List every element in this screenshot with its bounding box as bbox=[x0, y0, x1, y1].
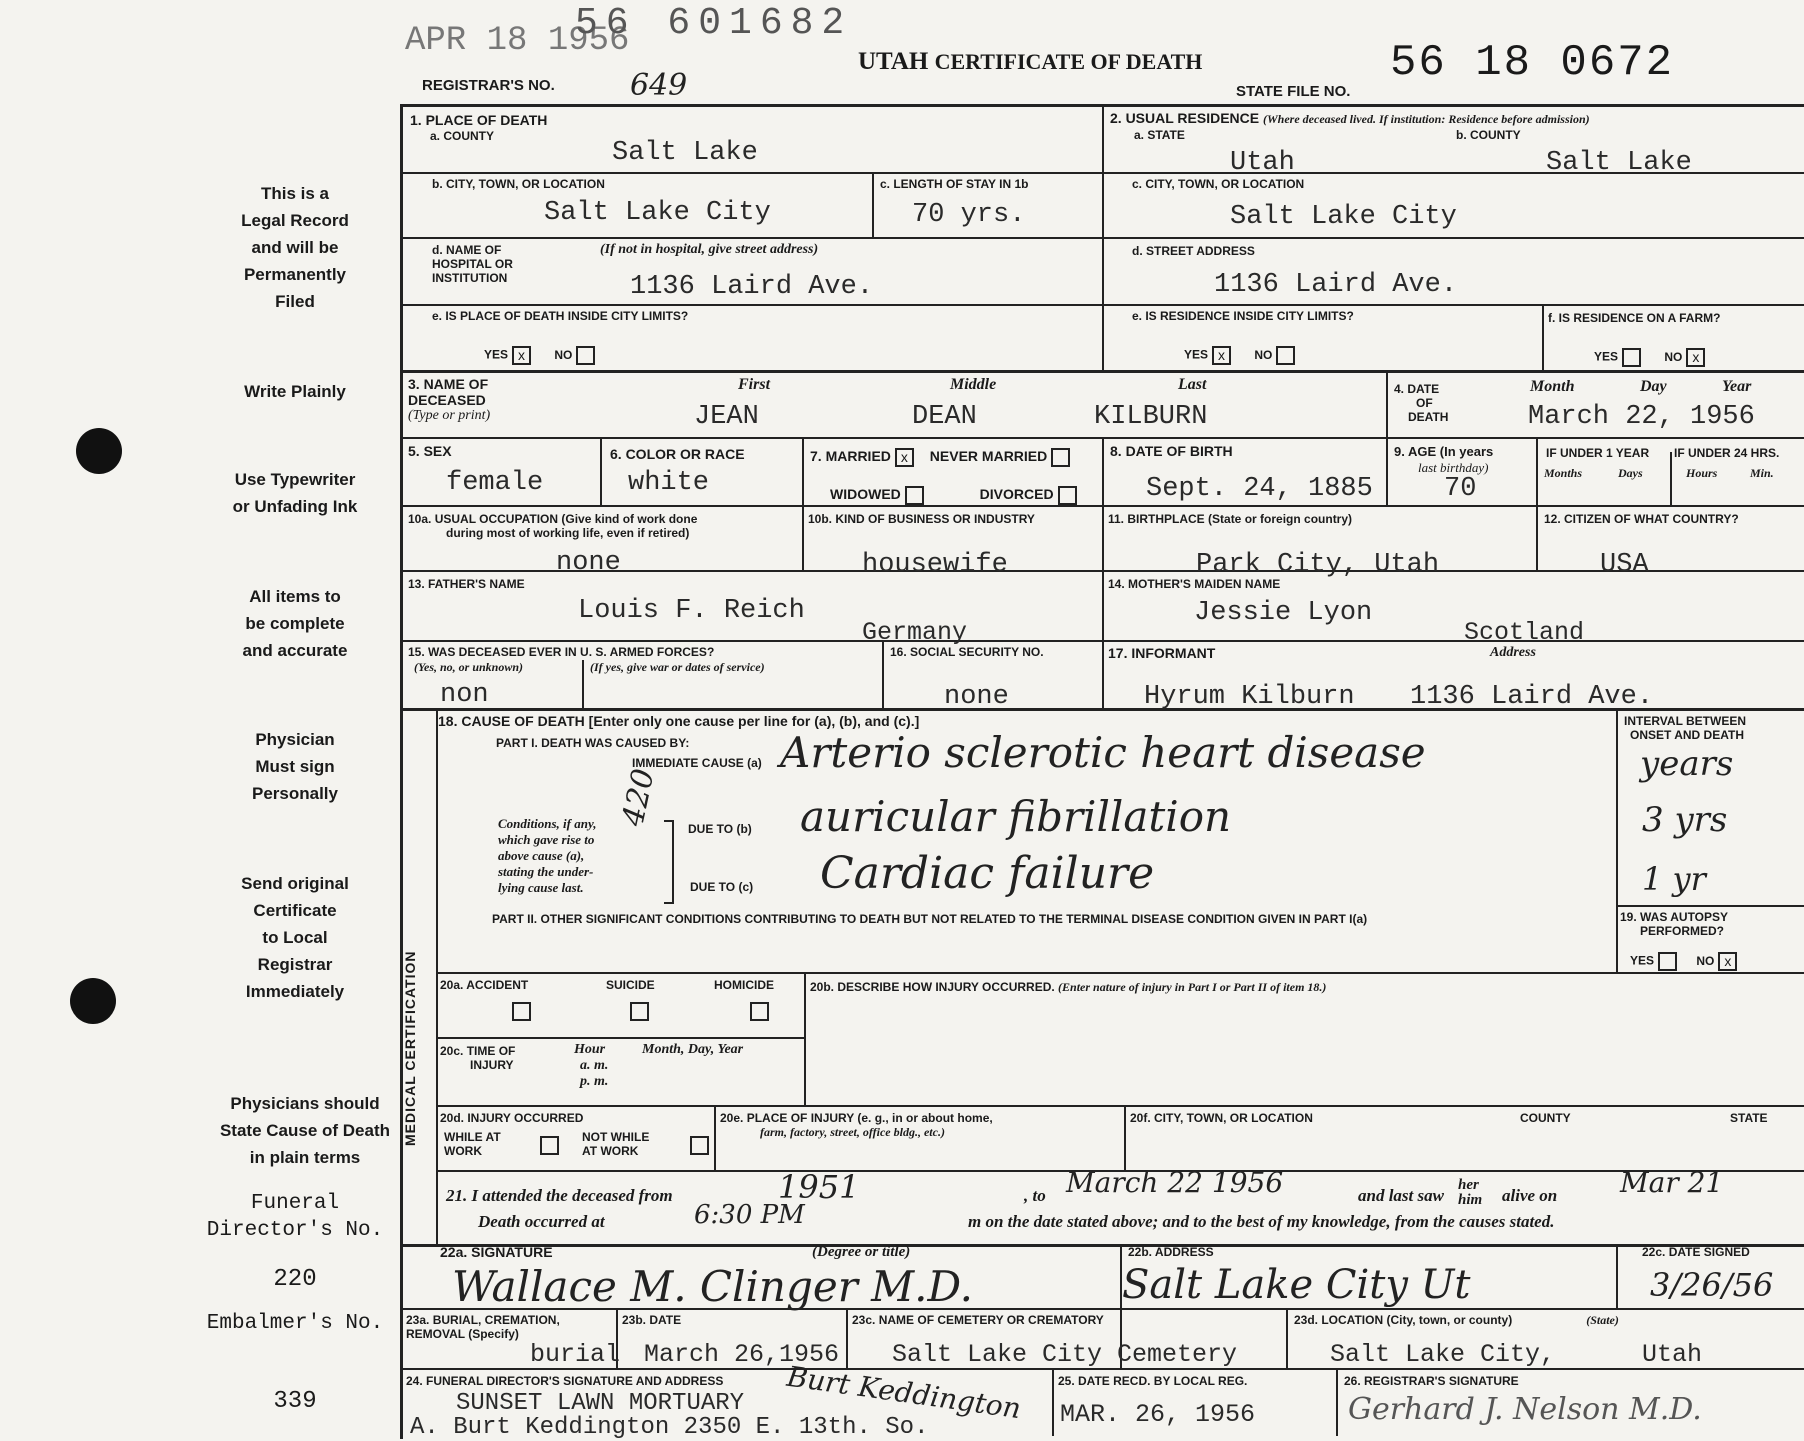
label-last-saw: and last saw bbox=[1358, 1186, 1444, 1205]
value-birth-date: Sept. 24, 1885 bbox=[1146, 474, 1373, 504]
value-informant-address: 1136 Laird Ave. bbox=[1410, 682, 1654, 712]
widowed-checkbox[interactable] bbox=[905, 486, 924, 505]
registrar-label: REGISTRAR'S NO. bbox=[422, 77, 555, 94]
yes-checkbox[interactable] bbox=[1622, 348, 1641, 367]
value-cause-b: auricular fibrillation bbox=[800, 792, 1232, 841]
sidebar-complete: All items to be complete and accurate bbox=[242, 587, 348, 660]
value-location-state: Utah bbox=[1642, 1340, 1703, 1369]
label-date-recd: 25. DATE RECD. BY LOCAL REG. bbox=[1058, 1374, 1248, 1388]
sidebar-typewriter: Use Typewriter or Unfading Ink bbox=[232, 470, 358, 516]
label-hour-ampm: Hour a. m. p. m. bbox=[574, 1042, 609, 1089]
value-fd-signature: Burt Keddington bbox=[784, 1359, 1023, 1426]
value-sex: female bbox=[446, 468, 544, 498]
doc-title-state: UTAH bbox=[858, 48, 929, 75]
sidebar-physicians-should: Physicians should State Cause of Death in plain terms bbox=[219, 1094, 391, 1167]
label-res-state: a. STATE bbox=[1134, 128, 1185, 142]
label-cemetery: 23c. NAME OF CEMETERY OR CREMATORY bbox=[852, 1313, 1104, 1327]
res-inside-checkboxes: YES x NO bbox=[1184, 346, 1295, 365]
label-time-injury: 20c. TIME OF INJURY bbox=[440, 1044, 516, 1072]
label-age: 9. AGE (In years last birthday) bbox=[1394, 444, 1494, 475]
label-her-him: her him bbox=[1458, 1177, 1483, 1208]
label-name: 3. NAME OF DECEASED (Type or print) bbox=[408, 376, 491, 423]
label-injury-occurred: 20d. INJURY OCCURRED bbox=[440, 1111, 584, 1125]
label-registrar-signature: 26. REGISTRAR'S SIGNATURE bbox=[1344, 1374, 1519, 1388]
label-sex: 5. SEX bbox=[408, 443, 452, 459]
value-cause-c: Cardiac failure bbox=[820, 848, 1155, 899]
value-date-signed: 3/26/56 bbox=[1650, 1266, 1774, 1304]
label-part2: PART II. OTHER SIGNIFICANT CONDITIONS CONTRIBUTING TO DEATH BUT NOT RELATED TO THE TERMINAL DISEASE CONDITION GIVEN IN PART I(a) bbox=[492, 912, 1368, 926]
value-res-state: Utah bbox=[1230, 148, 1295, 178]
label-first: First bbox=[738, 376, 771, 393]
label-conditions: Conditions, if any, which gave rise to above cause (a), stating the under- lying cause last. bbox=[498, 816, 597, 895]
value-interval-c: 1 yr bbox=[1642, 860, 1706, 898]
no-checkbox[interactable] bbox=[1276, 346, 1295, 365]
label-inside-city: e. IS PLACE OF DEATH INSIDE CITY LIMITS? bbox=[432, 309, 689, 323]
no-checkbox[interactable]: x bbox=[1686, 348, 1705, 367]
label-armed-sub1: (Yes, no, or unknown) bbox=[414, 660, 524, 674]
conditions-brace bbox=[664, 820, 674, 904]
label-hours: Hours bbox=[1686, 466, 1718, 480]
label-burial-date: 23b. DATE bbox=[622, 1313, 682, 1327]
value-stay: 70 yrs. bbox=[912, 200, 1026, 230]
value-first: JEAN bbox=[694, 402, 759, 432]
value-attended-to: March 22 1956 bbox=[1066, 1166, 1284, 1199]
label-mother: 14. MOTHER'S MAIDEN NAME bbox=[1108, 577, 1281, 591]
doc-title bbox=[858, 48, 1202, 76]
value-mother: Jessie Lyon bbox=[1194, 598, 1373, 628]
label-race: 6. COLOR OR RACE bbox=[610, 446, 745, 462]
label-location: 23d. LOCATION (City, town, or county) (State) bbox=[1294, 1313, 1619, 1327]
yes-checkbox[interactable]: x bbox=[512, 346, 531, 365]
label-not-while: NOT WHILE AT WORK bbox=[582, 1130, 650, 1158]
suicide-checkbox[interactable] bbox=[630, 1002, 649, 1021]
yes-checkbox[interactable]: x bbox=[1212, 346, 1231, 365]
value-location: Salt Lake City, bbox=[1330, 1340, 1556, 1369]
label-occupation: 10a. USUAL OCCUPATION (Give kind of work done during most of working life, even if retired) bbox=[408, 512, 698, 540]
label-address: Address bbox=[1490, 645, 1536, 660]
label-months: Months bbox=[1544, 466, 1583, 480]
label-injury-how: 20b. DESCRIBE HOW INJURY OCCURRED. (Enter nature of injury in Part I or Part II of item 18.) bbox=[810, 980, 1327, 994]
value-industry: housewife bbox=[862, 550, 1008, 580]
label-last: Last bbox=[1178, 376, 1207, 393]
label-occurred-at: Death occurred at bbox=[478, 1212, 605, 1231]
label-injury-state: STATE bbox=[1730, 1111, 1768, 1125]
value-cause-a: Arterio sclerotic heart disease bbox=[780, 728, 1426, 777]
label-alive-on: alive on bbox=[1502, 1186, 1558, 1205]
label-immediate: IMMEDIATE CAUSE (a) bbox=[632, 756, 762, 770]
no-checkbox[interactable]: x bbox=[1718, 952, 1737, 971]
inside-city-checkboxes: YES x NO bbox=[484, 346, 595, 365]
while-work-checkbox[interactable] bbox=[540, 1136, 559, 1155]
value-attended-from: 1951 bbox=[778, 1168, 860, 1206]
label-place-injury: 20e. PLACE OF INJURY (e. g., in or about home, farm, factory, street, office bldg., etc.) bbox=[720, 1111, 993, 1139]
value-age: 70 bbox=[1444, 474, 1477, 504]
value-registrar-signature: Gerhard J. Nelson M.D. bbox=[1348, 1392, 1702, 1427]
funeral-director-label: Funeral Director's No. bbox=[206, 1192, 384, 1242]
value-funeral-director: A. Burt Keddington 2350 E. 13th. So. bbox=[410, 1414, 929, 1441]
funeral-director-no: 220 bbox=[273, 1266, 317, 1293]
label-degree: (Degree or title) bbox=[812, 1244, 911, 1260]
label-father: 13. FATHER'S NAME bbox=[408, 577, 525, 591]
sidebar-legal: This is a Legal Record and will be Permanently Filed bbox=[241, 184, 349, 311]
label-county: a. COUNTY bbox=[430, 129, 495, 143]
label-injury-city: 20f. CITY, TOWN, OR LOCATION bbox=[1130, 1111, 1313, 1125]
label-street: d. STREET ADDRESS bbox=[1132, 244, 1255, 258]
label-armed-forces: 15. WAS DECEASED EVER IN U. S. ARMED FORCES? bbox=[408, 645, 715, 659]
not-while-checkbox[interactable] bbox=[690, 1136, 709, 1155]
label-armed-sub2: (If yes, give war or dates of service) bbox=[590, 660, 765, 674]
label-burial: 23a. BURIAL, CREMATION, REMOVAL (Specify) bbox=[406, 1313, 560, 1341]
value-mortuary: SUNSET LAWN MORTUARY bbox=[456, 1390, 745, 1417]
label-ssn: 16. SOCIAL SECURITY NO. bbox=[890, 645, 1044, 659]
value-signature: Wallace M. Clinger M.D. bbox=[452, 1262, 974, 1311]
value-last-saw: Mar 21 bbox=[1620, 1166, 1724, 1199]
marital-status-2: WIDOWED DIVORCED bbox=[830, 486, 1100, 505]
date-stamp: APR 18 1956 bbox=[405, 22, 630, 60]
label-year: Year bbox=[1722, 378, 1752, 395]
label-middle: Middle bbox=[950, 376, 997, 393]
label-under-1: IF UNDER 1 YEAR bbox=[1546, 446, 1650, 460]
value-county: Salt Lake bbox=[612, 138, 758, 168]
label-under-24: IF UNDER 24 HRS. bbox=[1674, 446, 1780, 460]
binder-hole bbox=[70, 978, 116, 1024]
value-time-of-death: 6:30 PM bbox=[694, 1200, 805, 1230]
value-citizen: USA bbox=[1600, 550, 1649, 580]
doc-title-main: CERTIFICATE OF DEATH bbox=[934, 49, 1203, 74]
cause-code: 420 bbox=[615, 765, 662, 830]
state-file-no: 56 18 0672 bbox=[1390, 38, 1675, 88]
label-citizen: 12. CITIZEN OF WHAT COUNTRY? bbox=[1544, 512, 1739, 526]
label-while-work: WHILE AT WORK bbox=[444, 1130, 501, 1158]
autopsy-checkboxes: YES NO x bbox=[1630, 952, 1737, 971]
label-to: , to bbox=[1024, 1186, 1046, 1205]
label-res-county: b. COUNTY bbox=[1456, 128, 1521, 142]
value-armed: non bbox=[440, 680, 489, 710]
label-injury-county: COUNTY bbox=[1520, 1111, 1571, 1125]
value-race: white bbox=[628, 468, 710, 498]
value-occupation: none bbox=[556, 548, 621, 578]
label-res-inside: e. IS RESIDENCE INSIDE CITY LIMITS? bbox=[1132, 309, 1354, 323]
value-informant: Hyrum Kilburn bbox=[1144, 682, 1355, 712]
value-birthplace: Park City, Utah bbox=[1196, 550, 1440, 580]
value-city: Salt Lake City bbox=[544, 198, 771, 228]
value-burial: burial bbox=[530, 1340, 621, 1369]
state-file-label: STATE FILE NO. bbox=[1236, 83, 1351, 100]
label-homicide: HOMICIDE bbox=[714, 978, 774, 992]
stamp-number: 56 601682 bbox=[575, 2, 853, 45]
label-days: Days bbox=[1618, 466, 1643, 480]
sidebar-physician: Physician Must sign Personally bbox=[252, 730, 338, 803]
label-place-of-death: 1. PLACE OF DEATH bbox=[410, 112, 548, 128]
value-father-country: Germany bbox=[862, 618, 968, 647]
label-day: Day bbox=[1640, 378, 1667, 395]
label-farm: f. IS RESIDENCE ON A FARM? bbox=[1548, 311, 1721, 325]
value-last: KILBURN bbox=[1094, 402, 1208, 432]
embalmer-label: Embalmer's No. bbox=[206, 1312, 384, 1335]
value-burial-date: March 26,1956 bbox=[644, 1340, 840, 1369]
label-res-city: c. CITY, TOWN, OR LOCATION bbox=[1132, 177, 1305, 191]
value-mother-country: Scotland bbox=[1464, 618, 1585, 647]
label-funeral-director: 24. FUNERAL DIRECTOR'S SIGNATURE AND ADDRESS bbox=[406, 1374, 724, 1388]
sidebar-write-plainly: Write Plainly bbox=[244, 382, 346, 401]
label-date-signed: 22c. DATE SIGNED bbox=[1642, 1245, 1750, 1259]
value-father: Louis F. Reich bbox=[578, 596, 805, 626]
never-married-checkbox[interactable] bbox=[1051, 448, 1070, 467]
marital-status: 7. MARRIED x NEVER MARRIED bbox=[810, 448, 1100, 467]
value-res-county: Salt Lake bbox=[1546, 148, 1692, 178]
label-part1: PART I. DEATH WAS CAUSED BY: bbox=[496, 736, 690, 750]
value-street: 1136 Laird Ave. bbox=[1214, 270, 1458, 300]
label-month: Month bbox=[1530, 378, 1575, 395]
yes-checkbox[interactable] bbox=[1658, 952, 1677, 971]
label-stated: m on the date stated above; and to the best of my knowledge, from the causes stated. bbox=[968, 1212, 1555, 1231]
farm-checkboxes: YES NO x bbox=[1594, 348, 1705, 367]
label-mdy: Month, Day, Year bbox=[642, 1042, 744, 1057]
embalmer-no: 339 bbox=[273, 1388, 317, 1415]
value-hospital: 1136 Laird Ave. bbox=[630, 272, 874, 302]
value-res-city: Salt Lake City bbox=[1230, 202, 1457, 232]
label-city: b. CITY, TOWN, OR LOCATION bbox=[432, 177, 605, 191]
value-sig-address: Salt Lake City Ut bbox=[1122, 1262, 1471, 1308]
label-signature: 22a. SIGNATURE bbox=[440, 1244, 553, 1260]
label-birthplace: 11. BIRTHPLACE (State or foreign country) bbox=[1108, 512, 1353, 526]
value-date-recd: MAR. 26, 1956 bbox=[1060, 1400, 1256, 1429]
label-medical-certification: MEDICAL CERTIFICATION bbox=[402, 950, 418, 1146]
label-min: Min. bbox=[1750, 466, 1774, 480]
label-date-of-death: 4. DATE OF DEATH bbox=[1394, 382, 1449, 424]
label-usual-residence: 2. USUAL RESIDENCE (Where deceased lived. If institution: Residence before admission) bbox=[1110, 110, 1590, 126]
label-sig-address: 22b. ADDRESS bbox=[1128, 1245, 1214, 1259]
label-birth-date: 8. DATE OF BIRTH bbox=[1110, 443, 1233, 459]
label-hospital: d. NAME OF HOSPITAL OR INSTITUTION bbox=[432, 243, 513, 285]
value-death-date: March 22, 1956 bbox=[1528, 402, 1755, 432]
value-interval-a: years bbox=[1640, 744, 1734, 784]
label-accident: 20a. ACCIDENT bbox=[440, 978, 529, 992]
label-hospital-note: (If not in hospital, give street address) bbox=[600, 242, 819, 257]
label-industry: 10b. KIND OF BUSINESS OR INDUSTRY bbox=[808, 512, 1035, 526]
sidebar-send: Send original Certificate to Local Registrar Immediately bbox=[241, 874, 349, 1001]
binder-hole bbox=[76, 428, 122, 474]
value-interval-b: 3 yrs bbox=[1642, 800, 1728, 840]
registrar-no: 649 bbox=[630, 68, 688, 103]
divorced-checkbox[interactable] bbox=[1058, 486, 1077, 505]
label-attended-from: 21. I attended the deceased from bbox=[446, 1186, 673, 1205]
label-suicide: SUICIDE bbox=[606, 978, 655, 992]
value-cemetery: Salt Lake City Cemetery bbox=[892, 1340, 1238, 1369]
label-stay: c. LENGTH OF STAY IN 1b bbox=[880, 177, 1029, 191]
value-middle: DEAN bbox=[912, 402, 977, 432]
label-due-c: DUE TO (c) bbox=[690, 880, 754, 894]
married-checkbox[interactable]: x bbox=[895, 448, 914, 467]
accident-checkbox[interactable] bbox=[512, 1002, 531, 1021]
label-informant: 17. INFORMANT bbox=[1108, 645, 1216, 661]
label-due-b: DUE TO (b) bbox=[688, 822, 752, 836]
value-ssn: none bbox=[944, 682, 1009, 712]
homicide-checkbox[interactable] bbox=[750, 1002, 769, 1021]
label-autopsy: 19. WAS AUTOPSY PERFORMED? bbox=[1620, 910, 1729, 938]
no-checkbox[interactable] bbox=[576, 346, 595, 365]
label-interval: INTERVAL BETWEEN ONSET AND DEATH bbox=[1624, 714, 1747, 742]
label-cause-of-death: 18. CAUSE OF DEATH [Enter only one cause per line for (a), (b), and (c).] bbox=[438, 713, 920, 729]
